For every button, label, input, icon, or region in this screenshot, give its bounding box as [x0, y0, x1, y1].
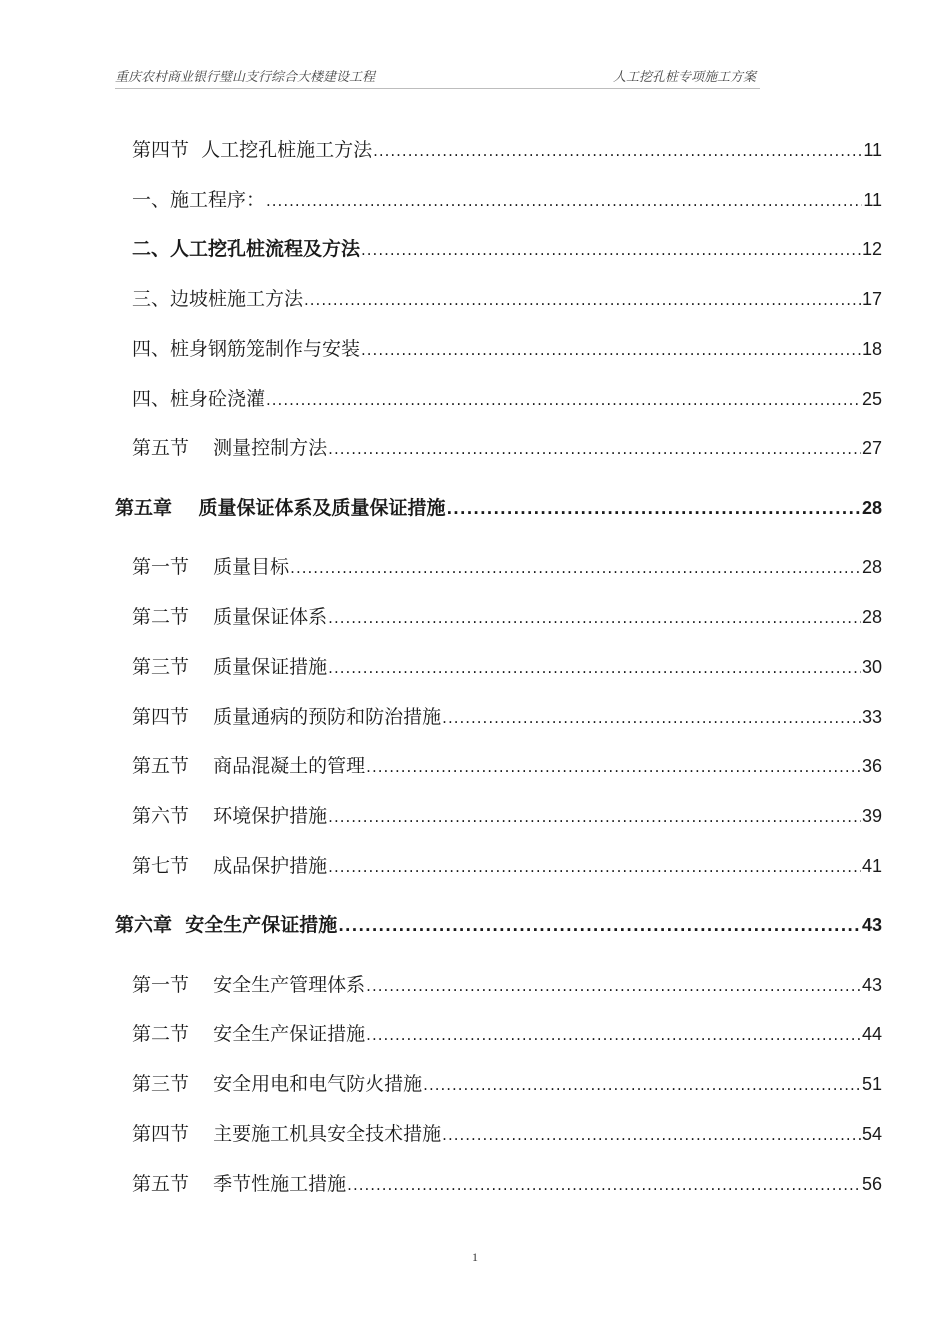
toc-leader-dots [328, 804, 861, 830]
toc-leader-dots [366, 754, 861, 780]
toc-leader-dots [328, 655, 861, 681]
toc-entry[interactable] [132, 137, 882, 163]
toc-entry-label: 第五章 质量保证体系及质量保证措施 [115, 497, 446, 519]
toc-entry-label: 第七节 成品保护措施 [132, 855, 328, 877]
toc-page-number: 11 [863, 140, 882, 160]
toc-entry[interactable] [132, 1071, 882, 1097]
toc-entry-label: 第六节 环境保护措施 [132, 805, 328, 827]
toc-leader-dots [328, 854, 861, 880]
toc-leader-dots [442, 1122, 861, 1148]
toc-entry[interactable] [132, 753, 882, 779]
toc-chapter-entry[interactable] [115, 495, 882, 521]
toc-entry[interactable] [132, 803, 882, 829]
toc-chapter-entry[interactable] [115, 912, 882, 938]
toc-page-number: 12 [861, 239, 882, 259]
toc-entry-label: 第五节 测量控制方法 [132, 437, 328, 459]
toc-entry-label: 第五节 季节性施工措施 [132, 1173, 347, 1195]
toc-entry[interactable] [132, 554, 882, 580]
toc-page-number: 18 [861, 339, 882, 359]
toc-leader-dots [366, 973, 861, 999]
toc-entry[interactable] [132, 1121, 882, 1147]
header-project-title: 重庆农村商业银行璧山支行综合大楼建设工程 [115, 70, 376, 85]
toc-entry[interactable] [132, 704, 882, 730]
toc-page-number: 41 [861, 856, 882, 876]
toc-leader-dots [290, 555, 861, 581]
toc-entry-label: 第四节 质量通病的预防和防治措施 [132, 706, 442, 728]
toc-entry-label: 三、边坡桩施工方法 [132, 288, 304, 310]
toc-entry-label: 二、人工挖孔桩流程及方法 [132, 238, 361, 260]
toc-leader-dots [347, 1172, 861, 1198]
toc-entry-label: 第二节 质量保证体系 [132, 606, 328, 628]
toc-page-number: 11 [863, 190, 882, 210]
toc-leader-dots [442, 705, 861, 731]
toc-page-number: 36 [861, 756, 882, 776]
toc-leader-dots [361, 237, 861, 263]
toc-entry[interactable] [132, 654, 882, 680]
toc-entry[interactable] [132, 386, 882, 412]
toc-leader-dots [338, 913, 861, 939]
toc-entry-label: 第一节 质量目标 [132, 556, 290, 578]
toc-entry[interactable] [132, 435, 882, 461]
toc-leader-dots [304, 287, 861, 313]
toc-entry-label: 第三节 质量保证措施 [132, 656, 328, 678]
toc-leader-dots [423, 1072, 861, 1098]
header-document-title: 人工挖孔桩专项施工方案 [612, 70, 756, 85]
toc-page-number: 51 [861, 1074, 882, 1094]
toc-entry-label: 四、桩身钢筋笼制作与安装 [132, 338, 361, 360]
toc-page-number: 28 [861, 557, 882, 577]
toc-page-number: 43 [861, 975, 882, 995]
toc-page-number: 44 [861, 1024, 882, 1044]
toc-entry-label: 第四节 人工挖孔桩施工方法 [132, 139, 373, 161]
toc-leader-dots [446, 496, 861, 522]
toc-entry-label: 第三节 安全用电和电气防火措施 [132, 1073, 423, 1095]
toc-entry-label: 第五节 商品混凝土的管理 [132, 755, 366, 777]
toc-entry[interactable] [132, 1171, 882, 1197]
toc-leader-dots [373, 138, 862, 164]
toc-page-number: 27 [861, 438, 882, 458]
toc-entry[interactable] [132, 1021, 882, 1047]
toc-entry[interactable] [132, 853, 882, 879]
toc-entry-label: 四、桩身砼浇灌 [132, 388, 266, 410]
toc-leader-dots [328, 436, 861, 462]
toc-entry[interactable] [132, 286, 882, 312]
toc-page-number: 33 [861, 707, 882, 727]
toc-leader-dots [361, 337, 861, 363]
toc-leader-dots [266, 387, 861, 413]
toc-entry[interactable] [132, 336, 882, 362]
toc-entry-label: 第二节 安全生产保证措施 [132, 1023, 366, 1045]
toc-entry[interactable] [132, 236, 882, 262]
toc-entry[interactable] [132, 187, 882, 213]
toc-page-number: 54 [861, 1124, 882, 1144]
toc-page-number: 30 [861, 657, 882, 677]
toc-page-number: 25 [861, 389, 882, 409]
toc-leader-dots [328, 605, 861, 631]
page-footer [0, 1250, 950, 1265]
toc-entry-label: 一、施工程序： [132, 189, 266, 211]
page-number: 1 [472, 1250, 478, 1264]
page-header [115, 66, 760, 89]
toc-entry-label: 第一节 安全生产管理体系 [132, 974, 366, 996]
toc-leader-dots [366, 1022, 861, 1048]
toc-page-number: 17 [861, 289, 882, 309]
toc-page-number: 43 [861, 915, 882, 935]
toc-page-number: 28 [861, 498, 882, 518]
toc-page-number: 28 [861, 607, 882, 627]
toc-leader-dots [266, 188, 862, 214]
toc-entry[interactable] [132, 604, 882, 630]
toc-page-number: 39 [861, 806, 882, 826]
toc-entry-label: 第六章 安全生产保证措施 [115, 914, 338, 936]
toc-entry[interactable] [132, 972, 882, 998]
toc-page-number: 56 [861, 1174, 882, 1194]
toc-entry-label: 第四节 主要施工机具安全技术措施 [132, 1123, 442, 1145]
